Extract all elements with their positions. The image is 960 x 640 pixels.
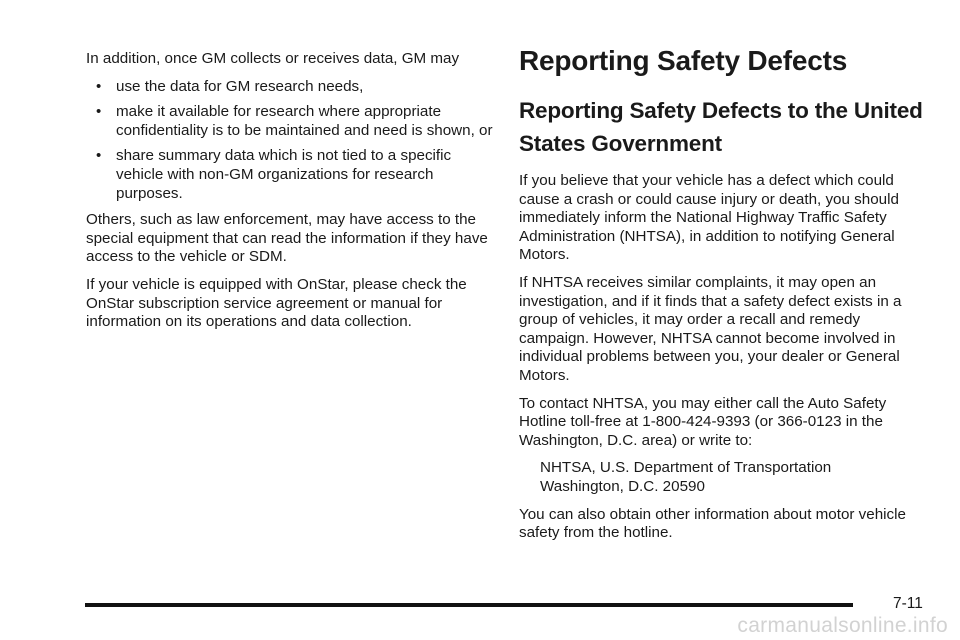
address-line: Washington, D.C. 20590 [540, 477, 705, 495]
list-item [86, 103, 494, 140]
section-title: Reporting Safety Defects [519, 45, 848, 76]
page-number: 7-11 [893, 595, 923, 612]
closing-paragraph: You can also obtain other information about motor vehicle safety from the hotline. [519, 505, 906, 542]
bullet-icon: • [96, 103, 102, 121]
left-column [86, 50, 494, 341]
bullet-icon: • [96, 77, 102, 95]
list-item [86, 78, 494, 97]
data-use-list [86, 78, 494, 204]
right-column [519, 44, 931, 552]
bullet-icon: • [96, 147, 102, 165]
watermark-text: carmanualsonline.info [737, 614, 948, 637]
onstar-paragraph: If your vehicle is equipped with OnStar, please check the OnStar subscription service agreement or manual for information on its operations and data collection. [86, 275, 467, 331]
law-enforcement-paragraph: Others, such as law enforcement, may have access to the special equipment that can read the information if they have access to the vehicle or SDM. [86, 211, 488, 266]
list-item-text: use the data for GM research needs, [116, 77, 364, 95]
list-item-text: make it available for research where appropriate confidentiality is to be maintained and need is shown, or [116, 103, 493, 139]
footer-rule [85, 603, 853, 607]
subsection-title: Reporting Safety Defects to the United States Government [519, 98, 923, 156]
address-line: NHTSA, U.S. Department of Transportation [540, 459, 832, 477]
defect-paragraph: If you believe that your vehicle has a defect which could cause a crash or could cause injury or death, you should immediately inform the National Highway Traffic Safety Administration (NHTSA), in addition to notifying General Motors. [519, 172, 899, 264]
contact-paragraph: To contact NHTSA, you may either call the Auto Safety Hotline toll-free at 1-800-424-9393 (or 366-0123 in the Washington, D.C. area) or write to: [519, 394, 887, 449]
list-item [86, 147, 494, 203]
investigation-paragraph: If NHTSA receives similar complaints, it may open an investigation, and if it finds that a safety defect exists in a group of vehicles, it may order a recall and remedy campaign. However, NHTSA cannot become involved in individual problems between you, your dealer or General Motors. [519, 273, 902, 384]
list-item-text: share summary data which is not tied to a specific vehicle with non-GM organizations for research purposes. [116, 147, 452, 202]
mailing-address [519, 459, 931, 496]
intro-text: In addition, once GM collects or receives data, GM may [86, 50, 460, 67]
